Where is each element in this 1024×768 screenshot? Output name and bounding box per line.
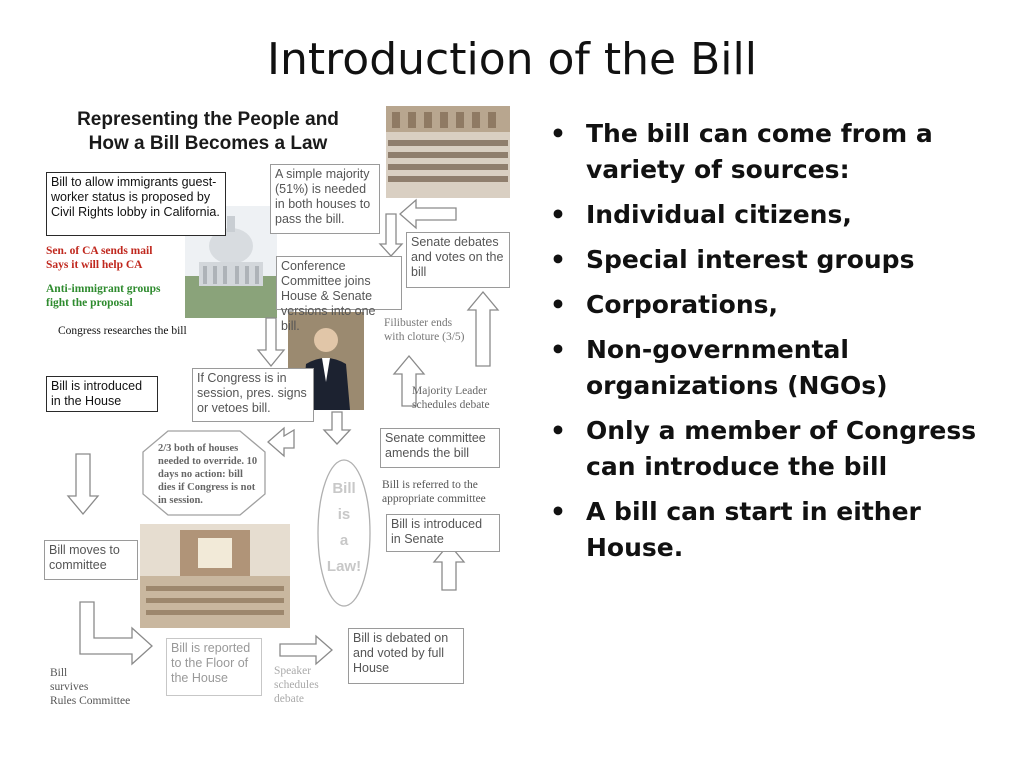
box-debated-house: Bill is debated on and voted by full House	[348, 628, 464, 684]
note-speaker-schedules: Speaker schedules debate	[274, 665, 319, 705]
box-senate-debates: Senate debates and votes on the bill	[406, 232, 510, 288]
bullet-dot: •	[550, 290, 566, 319]
bullet-item: • Corporations,	[548, 287, 998, 323]
bullet-item: • The bill can come from a variety of sources:	[548, 116, 998, 188]
bullet-dot: •	[550, 416, 566, 445]
note-majority-leader: Majority Leader schedules debate	[412, 385, 490, 411]
slide-title: Introduction of the Bill	[267, 34, 757, 85]
box-simple-majority: A simple majority (51%) is needed in both houses to pass the bill.	[270, 164, 380, 234]
bullet-item: • Only a member of Congress can introduce the bill	[548, 413, 998, 485]
box-moves-committee: Bill moves to committee	[44, 540, 138, 580]
note-survives-rules: Bill survives Rules Committee	[50, 667, 131, 707]
arrow-elbow-committee	[80, 602, 152, 664]
law-circle-text: Bill is a Law!	[326, 480, 362, 575]
arrow-down-majority-box	[380, 214, 402, 256]
octagon-text: 2/3 both of houses needed to override. 10 days no action: bill dies if Congress is not in session.	[158, 443, 258, 506]
bullet-dot: •	[550, 200, 566, 229]
arrow-left-veto	[268, 428, 294, 456]
box-introduced-senate: Bill is introduced in Senate	[386, 514, 500, 552]
arrow-down-left-column	[68, 454, 98, 514]
arrow-left-senate-debates	[400, 200, 456, 228]
arrow-down-president	[324, 412, 350, 444]
bullet-dot: •	[550, 497, 566, 526]
note-anti-immigrant: Anti-immigrant groups fight the proposal	[46, 283, 161, 309]
diagram-heading: Representing the People and How a Bill Becomes a Law	[77, 109, 339, 154]
box-bill-proposal: Bill to allow immigrants guest-worker status is proposed by Civil Rights lobby in California.	[46, 172, 226, 236]
bullet-item: • Individual citizens,	[548, 197, 998, 233]
bullet-item: • Special interest groups	[548, 242, 998, 278]
arrow-right-speaker	[280, 636, 332, 664]
bullet-item: • Non-governmental organizations (NGOs)	[548, 332, 998, 404]
bullet-dot: •	[550, 335, 566, 364]
note-filibuster: Filibuster ends with cloture (3/5)	[384, 317, 465, 343]
bullet-list	[548, 116, 998, 575]
box-conference-committee: Conference Committee joins House & Senate versions into one bill.	[276, 256, 402, 310]
arrow-up-filibuster	[468, 292, 498, 366]
note-senator-mail: Sen. of CA sends mail Says it will help CA	[46, 245, 153, 271]
bullet-dot: •	[550, 245, 566, 274]
note-congress-research: Congress researches the bill	[58, 325, 187, 337]
bullet-dot: •	[550, 119, 566, 148]
bullet-item: • A bill can start in either House.	[548, 494, 998, 566]
box-if-congress: If Congress is in session, pres. signs or vetoes bill.	[192, 368, 314, 422]
box-introduced-house: Bill is introduced in the House	[46, 376, 158, 412]
note-referred-committee: Bill is referred to the appropriate committee	[382, 479, 486, 505]
box-reported-floor: Bill is reported to the Floor of the House	[166, 638, 262, 696]
bill-process-diagram	[40, 104, 516, 720]
box-senate-committee: Senate committee amends the bill	[380, 428, 500, 468]
